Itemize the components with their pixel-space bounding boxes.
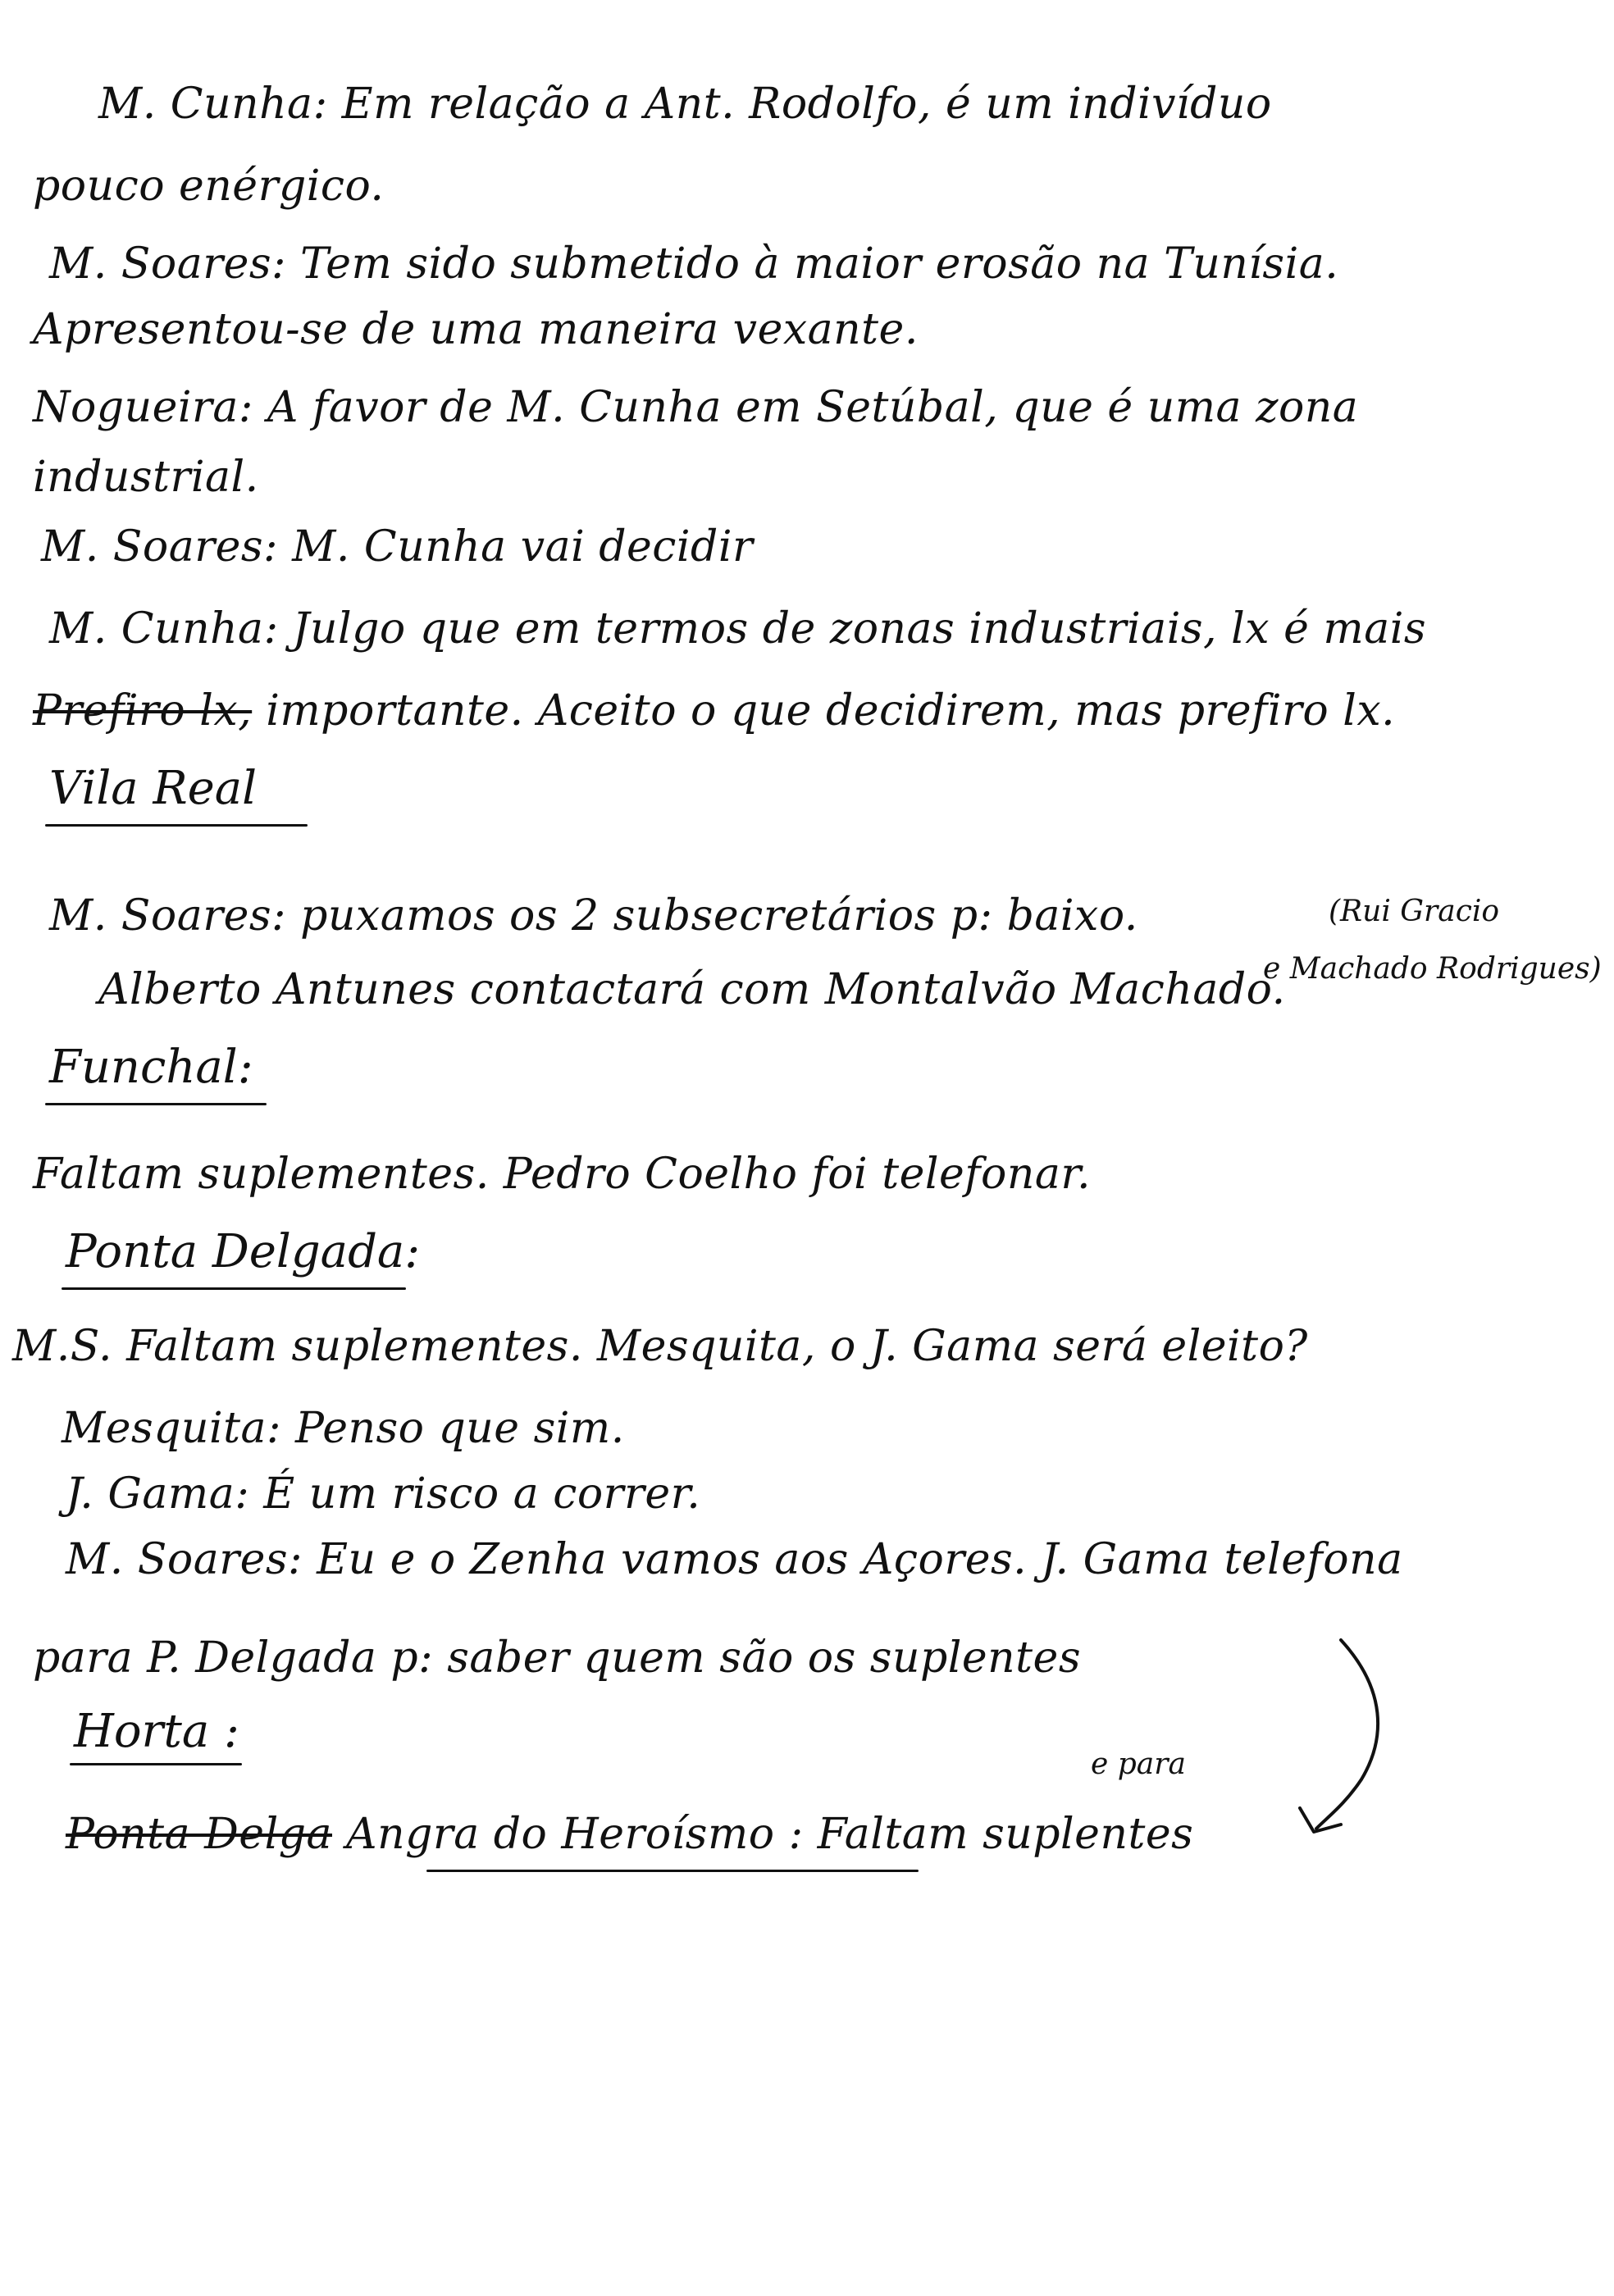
annotation-e-para: e para [1091, 1747, 1186, 1781]
annotation-rui-gracio: (Rui Gracio [1329, 895, 1500, 928]
note-line-9-wrap [33, 685, 1395, 737]
note-line-18: Angra do Heroísmo : Faltam suplentes [346, 1810, 1194, 1859]
note-line-9: importante. Aceito o que decidirem, mas prefiro lx. [266, 686, 1396, 736]
heading-vila-real: Vila Real [49, 762, 258, 815]
heading-underline [45, 1103, 267, 1105]
note-line-15: J. Gama: É um risco a correr. [66, 1469, 701, 1519]
struck-phrase-2: Ponta Delga [66, 1810, 332, 1859]
heading-funchal: Funchal: [49, 1041, 253, 1094]
note-line-3: M. Soares: Tem sido submetido à maior erosão na Tunísia. [49, 239, 1339, 289]
annotation-machado-rodrigues: e Machado Rodrigues) [1263, 952, 1602, 986]
note-line-10: M. Soares: puxamos os 2 subsecretários p: baixo. [49, 891, 1138, 941]
note-line-11: Alberto Antunes contactará com Montalvão Machado. [98, 965, 1286, 1014]
note-line-2: pouco enérgico. [33, 162, 385, 211]
heading-ponta-delgada: Ponta Delgada: [66, 1225, 421, 1278]
heading-underline [45, 824, 308, 827]
note-line-5: Nogueira: A favor de M. Cunha em Setúbal, que é uma zona [33, 383, 1359, 432]
heading-underline [70, 1763, 242, 1765]
heading-underline [62, 1287, 406, 1290]
note-line-17: para P. Delgada p: saber quem são os suplentes [33, 1633, 1082, 1683]
note-line-12: Faltam suplementes. Pedro Coelho foi telefonar. [33, 1150, 1092, 1199]
note-line-7: M. Soares: M. Cunha vai decidir [41, 522, 754, 572]
note-line-14: Mesquita: Penso que sim. [62, 1404, 625, 1453]
note-line-18-wrap [66, 1808, 1193, 1861]
note-line-1: M. Cunha: Em relação a Ant. Rodolfo, é um indivíduo [98, 80, 1272, 129]
insertion-arrow-icon [1263, 1640, 1427, 1853]
note-line-6: industrial. [33, 453, 259, 502]
struck-phrase-1: Prefiro lx, [33, 686, 253, 736]
heading-horta: Horta : [74, 1705, 239, 1758]
note-line-16: M. Soares: Eu e o Zenha vamos aos Açores. J. Gama telefona [66, 1535, 1403, 1584]
note-line-13: M.S. Faltam suplementes. Mesquita, o J. Gama será eleito? [12, 1322, 1308, 1371]
note-line-8: M. Cunha: Julgo que em termos de zonas industriais, lx é mais [49, 604, 1427, 654]
note-line-4: Apresentou-se de uma maneira vexante. [33, 305, 919, 354]
place-underline [426, 1870, 919, 1872]
